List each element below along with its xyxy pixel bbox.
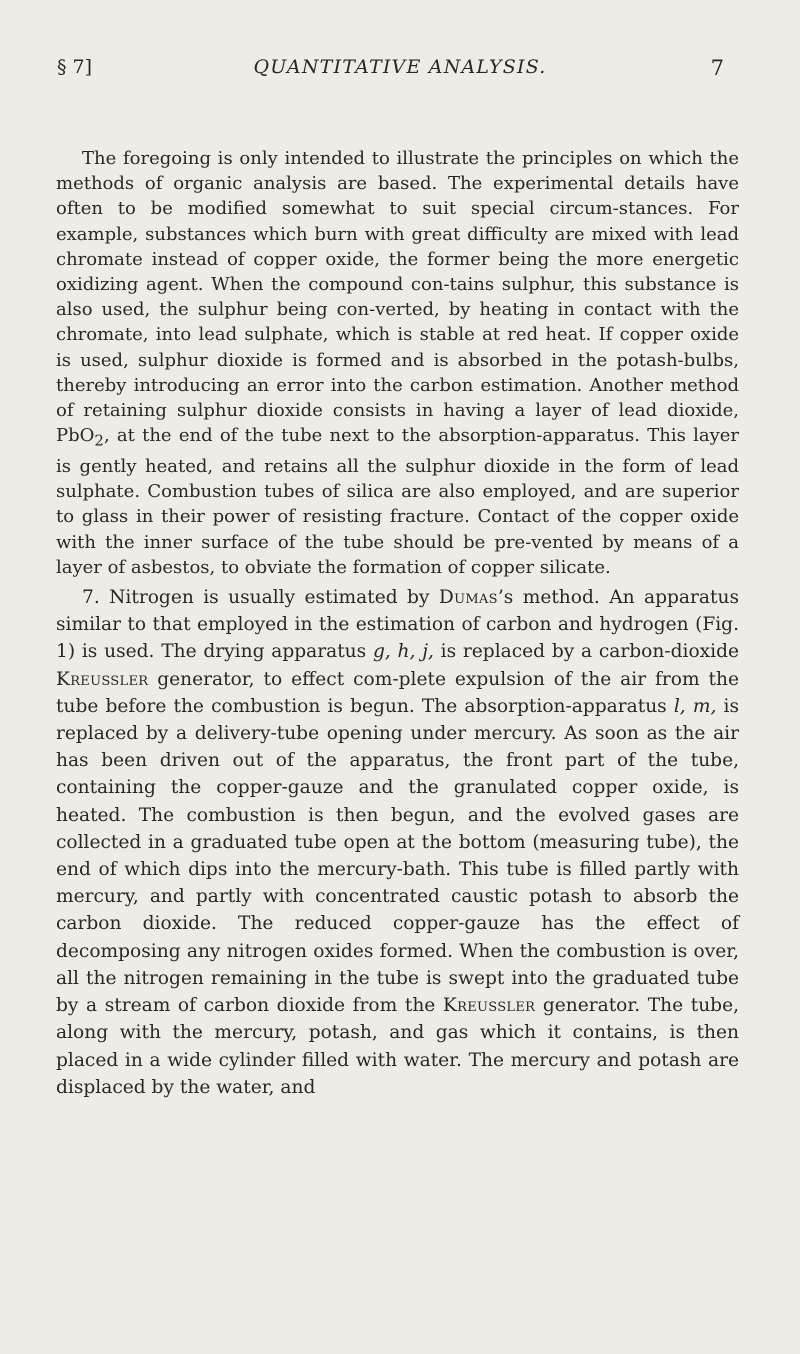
- body-text: [56, 146, 739, 1101]
- apparatus-letters: g, h, j,: [372, 641, 434, 663]
- paragraph-nitrogen-estimation: [56, 584, 739, 1101]
- name-dumas: Dumas: [438, 587, 498, 609]
- running-header: [0, 56, 800, 96]
- apparatus-letters: l, m,: [673, 695, 717, 717]
- text-segment: The foregoing is only intended to illustrate the principles on which the methods of organic analysis are based. The experimental details have often to be modified somewhat to suit special circum-stances. For example, substances which burn with great difficulty are mixed with lead chromate instead of copper oxide, the former being the more energetic oxidizing agent. When the compound con-tains sulphur, this substance is also used, the sulphur being con-verted, by heating in contact with the chromate, into lead sulphate, which is stable at red heat. If copper oxide is used, sulphur dioxide is formed and is absorbed in the potash-bulbs, thereby introducing an error into the carbon estimation. Another method of retaining sulphur dioxide consists in having a layer of lead dioxide, PbO: [56, 148, 739, 447]
- paragraph-organic-analysis-details: [56, 146, 739, 580]
- text-segment: is replaced by a delivery-tube opening under mercury. As soon as the air has been driven out of the apparatus, the front part of the tube, containing the copper-gauze and the granulated copper oxide, is heated. The combustion is then begun, and the evolved gases are collected in a graduated tube open at the bottom (measuring tube), the end of which dips into the mercury-bath. This tube is filled partly with mercury, and partly with concentrated caustic potash to absorb the carbon dioxide. The reduced copper-gauze has the effect of decomposing any nitrogen oxides formed. When the combustion is over, all the nitrogen remaining in the tube is swept into the graduated tube by a stream of carbon dioxide from the: [56, 695, 739, 1017]
- text-segment: 7. Nitrogen is usually estimated by: [82, 587, 439, 609]
- subscript: 2: [94, 431, 104, 450]
- name-kreussler: Kreussler: [442, 995, 536, 1017]
- running-title: QUANTITATIVE ANALYSIS.: [253, 56, 547, 78]
- page-number: 7: [710, 56, 724, 80]
- text-segment: ’s method. An apparatus similar to that employed in the estimation of carbon and hydrogen (Fig. 1) is used. The drying apparatus: [56, 587, 739, 663]
- text-segment: is replaced by a carbon-dioxide: [433, 641, 739, 663]
- text-segment: generator, to effect com-plete expulsion of the air from the tube before the combustion is begun. The absorption-apparatus: [56, 668, 739, 717]
- name-kreussler: Kreussler: [56, 668, 149, 690]
- text-segment: , at the end of the tube next to the absorption-apparatus. This layer is gently heated, and retains all the sulphur dioxide in the form of lead sulphate. Combustion tubes of silica are also employed, and are superior to glass in their power of resisting fracture. Contact of the copper oxide with the inner surface of the tube should be pre-vented by means of a layer of asbestos, to obviate the formation of copper silicate.: [56, 425, 739, 578]
- text-segment: generator. The tube, along with the mercury, potash, and gas which it contains, is then placed in a wide cylinder filled with water. The mercury and potash are displaced by the water, and: [56, 995, 739, 1098]
- section-reference: § 7]: [57, 56, 93, 78]
